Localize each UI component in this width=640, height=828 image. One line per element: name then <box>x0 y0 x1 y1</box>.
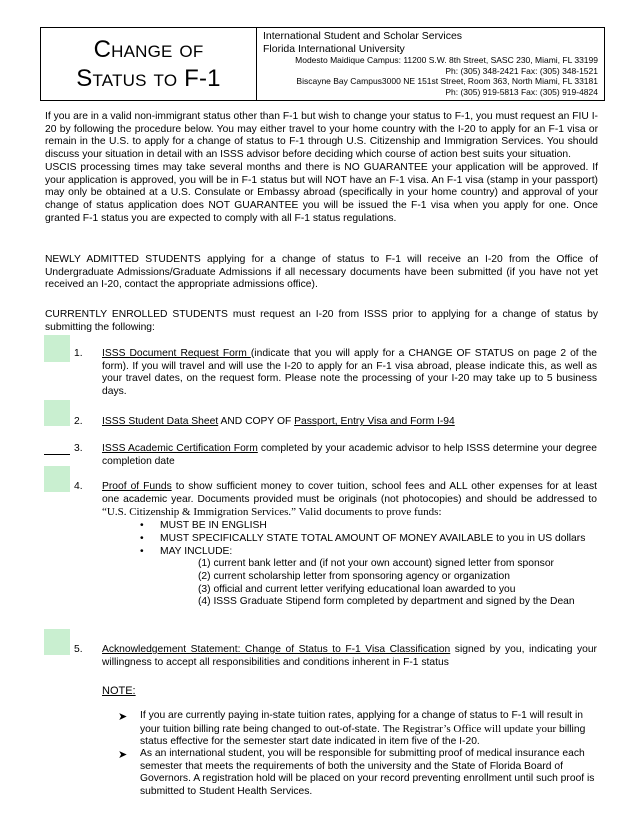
university-name: Florida International University <box>263 42 405 55</box>
passport-visa-i94-text: Passport, Entry Visa and Form I-94 <box>294 416 455 427</box>
office-info <box>257 28 604 100</box>
acknowledgement-statement-link[interactable]: Acknowledgement Statement: Change of Status to F-1 Visa Classification <box>102 644 451 655</box>
item-1 <box>102 348 597 399</box>
item-4-text: to show sufficient money to cover tuition, school fees and ALL other expenses for at least one academic year. Documents provided must be originals (not photocopies) and should be addressed to <box>102 481 597 505</box>
campus1-phone: Ph: (305) 348-2421 Fax: (305) 348-1521 <box>445 65 598 76</box>
item-number: 4. <box>74 481 83 492</box>
item-5 <box>102 644 597 669</box>
title-line-1: Change of <box>93 36 204 63</box>
list-item: (2) current scholarship letter from sponsoring agency or organization <box>198 570 510 582</box>
item-3-text: completed by your academic advisor to help ISSS determine your degree completion date <box>102 443 598 467</box>
intro-section <box>45 111 598 225</box>
item-number: 3. <box>74 443 83 454</box>
list-item: • MUST SPECIFICALLY STATE TOTAL AMOUNT OF MONEY AVAILABLE to you in US dollars <box>140 533 597 546</box>
item-2 <box>102 416 597 429</box>
checkbox-field-2[interactable] <box>44 400 70 426</box>
campus2-phone: Ph: (305) 919-5813 Fax: (305) 919-4824 <box>445 86 598 97</box>
list-item: (4) ISSS Graduate Stipend form completed by department and signed by the Dean <box>198 596 575 608</box>
checkbox-field-3[interactable] <box>44 442 70 455</box>
item-1-text: (indicate that you will apply for a CHANGE OF STATUS on page 2 of the form). If you will travel and will use the I-20 to apply for an F-1 visa abroad, please indicate this, as well as your travel dates, on the request form. Please note the processing of your I-20 may take up to 5 business days. <box>102 348 597 398</box>
checkbox-field-1[interactable] <box>44 335 70 362</box>
office-name: International Student and Scholar Services <box>263 30 463 42</box>
item-5-text: signed by you, indicating your willingness to accept all responsibilities and conditions inherent in F-1 status <box>102 644 597 668</box>
note-2: As an international student, you will be responsible for submitting proof of medical insurance each semester that meets the requirements of both the university and the State of Florida Board of Governors. A registration hold will be placed on your record preventing enrollment until such proof is submitted to Student Health Services. <box>140 748 595 798</box>
form-title <box>41 28 257 100</box>
checkbox-field-5[interactable] <box>44 629 70 655</box>
student-data-sheet-link[interactable]: ISSS Student Data Sheet <box>102 416 219 427</box>
item-4 <box>102 481 597 609</box>
intro-paragraph-2: USCIS processing times may take several months and there is NO GUARANTEE your application will be approved. If your application is approved, you will be in F-1 status but will NOT have an F-1 visa. An F-1 visa (stamp in your passport) may only be obtained at a U.S. Consulate or Embassy abroad (specifically in your home country) and approval of your change of status application does NOT GUARANTEE you will be issued the F-1 visa when you apply for one. Once granted F-1 status you are expected to comply with all F-1 status regulations. <box>45 161 598 224</box>
header-box <box>40 27 605 101</box>
document-request-form-link[interactable]: ISSS Document Request Form <box>102 348 251 359</box>
note-1-text-end: billing status effective for the semester start date indicated in item five of the I-20. <box>140 723 586 748</box>
campus2-address: Biscayne Bay Campus3000 NE 151st Street, Room 363, North Miami, FL 33181 <box>296 76 598 86</box>
note-heading: NOTE: <box>102 685 136 697</box>
item-2-text: AND COPY OF <box>218 416 295 427</box>
item-3 <box>102 443 597 468</box>
list-item: (1) current bank letter and (if not your own account) signed letter from sponsor <box>198 558 554 570</box>
note-1-serif-text: The Registrar’s Office will update your <box>382 722 557 735</box>
funds-document-options <box>102 558 597 609</box>
item-number: 2. <box>74 416 83 427</box>
list-item: (3) official and current letter verifying educational loan awarded to you <box>198 583 516 595</box>
currently-enrolled-paragraph: CURRENTLY ENROLLED STUDENTS must request an I-20 from ISSS prior to applying for a change of status by submitting the following: <box>45 309 598 333</box>
item-number: 1. <box>74 348 83 359</box>
item-number: 5. <box>74 644 83 655</box>
proof-of-funds-label: Proof of Funds <box>102 481 172 492</box>
funds-requirements-list <box>102 520 597 558</box>
note-1-text: If you are currently paying in-state tuition rates, applying for a change of status to F-1 will result in your tuition billing rate being changed to out-of-state. <box>140 710 583 735</box>
item-4-serif-text: “U.S. Citizenship & Immigration Services.” Valid documents to prove funds: <box>102 506 442 519</box>
intro-paragraph-1: If you are in a valid non-immigrant status other than F-1 but wish to change your status to F-1, you must request an FIU I-20 by following the procedure below. You may either travel to your home country with the I-20 to apply for an F-1 visa or remain in the U.S. to apply for a change of status to F-1 through U.S. Citizenship and Immigration Services. You should discuss your situation in detail with an ISSS advisor before deciding which course of action best suits your situation. <box>45 111 598 161</box>
checkbox-field-4[interactable] <box>44 466 70 492</box>
list-item: • MUST BE IN ENGLISH <box>140 520 597 533</box>
list-item: • MAY INCLUDE: <box>140 546 597 559</box>
title-line-2: Status to F-1 <box>76 65 221 92</box>
campus1-address: Modesto Maidique Campus: 11200 S.W. 8th Street, SASC 230, Miami, FL 33199 <box>295 55 598 65</box>
academic-certification-form-link[interactable]: ISSS Academic Certification Form <box>102 443 258 454</box>
note-1 <box>140 710 597 749</box>
newly-admitted-paragraph: NEWLY ADMITTED STUDENTS applying for a change of status to F-1 will receive an I-20 from the Office of Undergraduate Admissions/Graduate Admissions if all necessary documents have been submitted (if you have not yet received an I-20, contact the appropriate admissions office). <box>45 254 598 291</box>
arrow-bullet-icon: ➤ <box>118 711 128 723</box>
arrow-bullet-icon: ➤ <box>118 749 128 761</box>
